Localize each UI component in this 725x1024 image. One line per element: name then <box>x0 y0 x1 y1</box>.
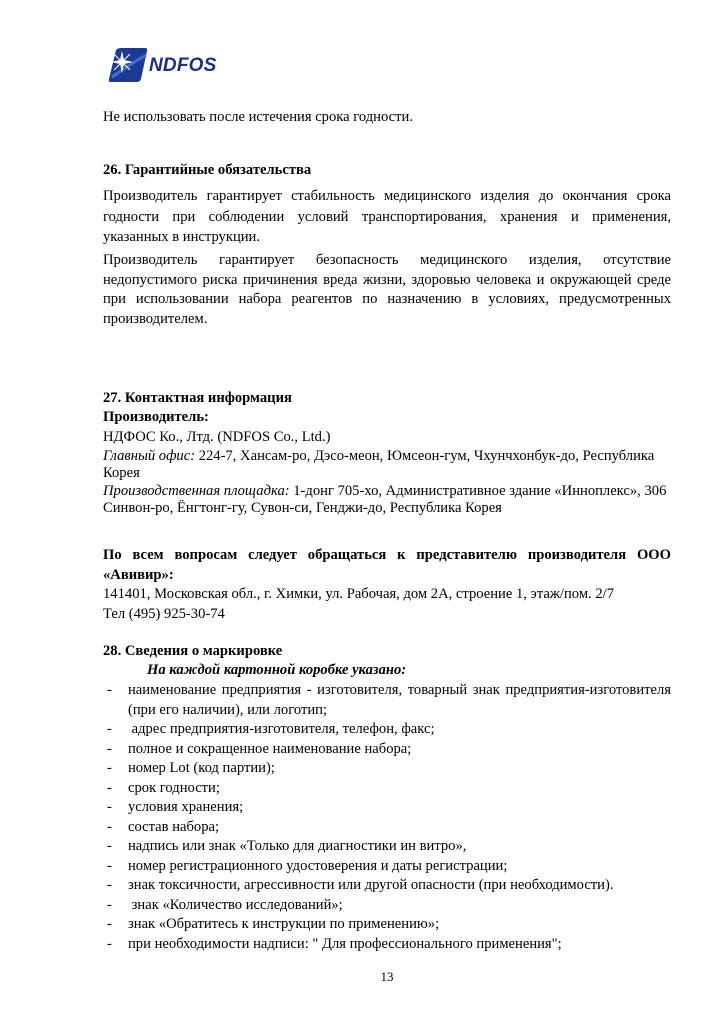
list-bullet: - <box>107 779 112 796</box>
head-office <box>103 448 671 482</box>
list-item <box>103 896 671 916</box>
list-bullet: - <box>107 935 112 952</box>
list-bullet: - <box>107 740 112 757</box>
list-item <box>103 740 671 760</box>
section-28-heading: 28. Сведения о маркировке <box>103 643 283 659</box>
list-item <box>103 720 671 740</box>
head-office-address: 224-7, Хансам-ро, Дэсо-меон, Юмсеон-гум, Чхунчхонбук-до, Республика Корея <box>103 448 655 481</box>
list-bullet: - <box>107 838 112 854</box>
representative-address: 141401, Московская обл., г. Химки, ул. Рабочая, дом 2А, строение 1, этаж/пом. 2/7 <box>103 586 614 602</box>
list-item <box>103 876 671 896</box>
list-item-text: адрес предприятия-изготовителя, телефон, факс; <box>128 721 435 737</box>
section-27-heading: 27. Контактная информация <box>103 390 292 406</box>
warranty-paragraph-stability: Производитель гарантирует стабильность медицинского изделия до окончания срока годности при соблюдении условий транспортирования, хранения и применения, указанных в инструкции. <box>103 188 671 245</box>
list-item-text: знак токсичности, агрессивности или другой опасности (при необходимости). <box>128 877 614 893</box>
representative-phone: Тел (495) 925-30-74 <box>103 606 225 622</box>
list-item-text: номер Lot (код партии); <box>128 760 275 776</box>
list-item-text: номер регистрационного удостоверения и даты регистрации; <box>128 857 508 874</box>
list-item <box>103 837 671 857</box>
head-office-label: Главный офис: <box>103 448 196 464</box>
list-item <box>103 759 671 779</box>
representative-note: По всем вопросам следует обращаться к представителю производителя ООО «Авивир»: <box>103 547 671 583</box>
list-bullet: - <box>107 818 112 835</box>
list-bullet: - <box>107 896 112 913</box>
labeling-subheading: На каждой картонной коробке указано: <box>147 662 407 678</box>
production-site-label: Производственная площадка: <box>103 483 290 499</box>
ndfos-logo-text: NDFOS <box>149 55 217 76</box>
list-item-text: при необходимости надписи: " Для профессионального применения"; <box>128 935 562 952</box>
list-item-text: надпись или знак «Только для диагностики ин витро», <box>128 838 467 854</box>
list-item <box>103 681 675 720</box>
ndfos-logo-icon <box>108 47 148 83</box>
manufacturer-label: Производитель: <box>103 409 209 425</box>
list-item-text: срок годности; <box>128 779 220 796</box>
list-bullet: - <box>107 721 112 737</box>
section-26-heading: 26. Гарантийные обязательства <box>103 162 312 178</box>
list-item-text: знак «Обратитесь к инструкции по применению»; <box>128 916 440 932</box>
warranty-paragraph-safety: Производитель гарантирует безопасность медицинского изделия, отсутствие недопустимого риска причинения вреда жизни, здоровью человека и окружающей среде при использовании набора реагентов по назначению в условиях, предусмотренных производителем. <box>103 252 671 328</box>
list-item-text: состав набора; <box>128 818 220 835</box>
expiry-note: Не использовать после истечения срока годности. <box>103 109 413 125</box>
production-site <box>103 483 671 517</box>
list-item-text: условия хранения; <box>128 799 244 815</box>
list-item <box>103 779 671 799</box>
list-bullet: - <box>107 682 112 698</box>
list-bullet: - <box>107 760 112 776</box>
list-item-text: наименование предприятия - изготовителя, товарный знак предприятия-изготовителя (при его наличии), или логотип; <box>128 682 675 718</box>
list-item-text: знак «Количество исследований»; <box>128 896 343 913</box>
manufacturer-company: НДФОС Ко., Лтд. (NDFOS Co., Ltd.) <box>103 429 331 445</box>
list-item <box>103 935 671 955</box>
list-item <box>103 915 671 935</box>
list-item <box>103 818 671 838</box>
labeling-list <box>103 681 675 954</box>
production-site-address: 1-донг 705-хо, Административное здание «Инноплекс», 306 Синвон-ро, Ёнгтонг-гу, Сувон-си, Генджи-до, Республика Корея <box>103 483 667 516</box>
list-bullet: - <box>107 799 112 815</box>
list-bullet: - <box>107 916 112 932</box>
page-number: 13 <box>380 969 394 984</box>
list-item <box>103 798 671 818</box>
list-bullet: - <box>107 877 112 893</box>
list-item <box>103 857 671 877</box>
list-item-text: полное и сокращенное наименование набора; <box>128 740 412 757</box>
list-bullet: - <box>107 857 112 874</box>
